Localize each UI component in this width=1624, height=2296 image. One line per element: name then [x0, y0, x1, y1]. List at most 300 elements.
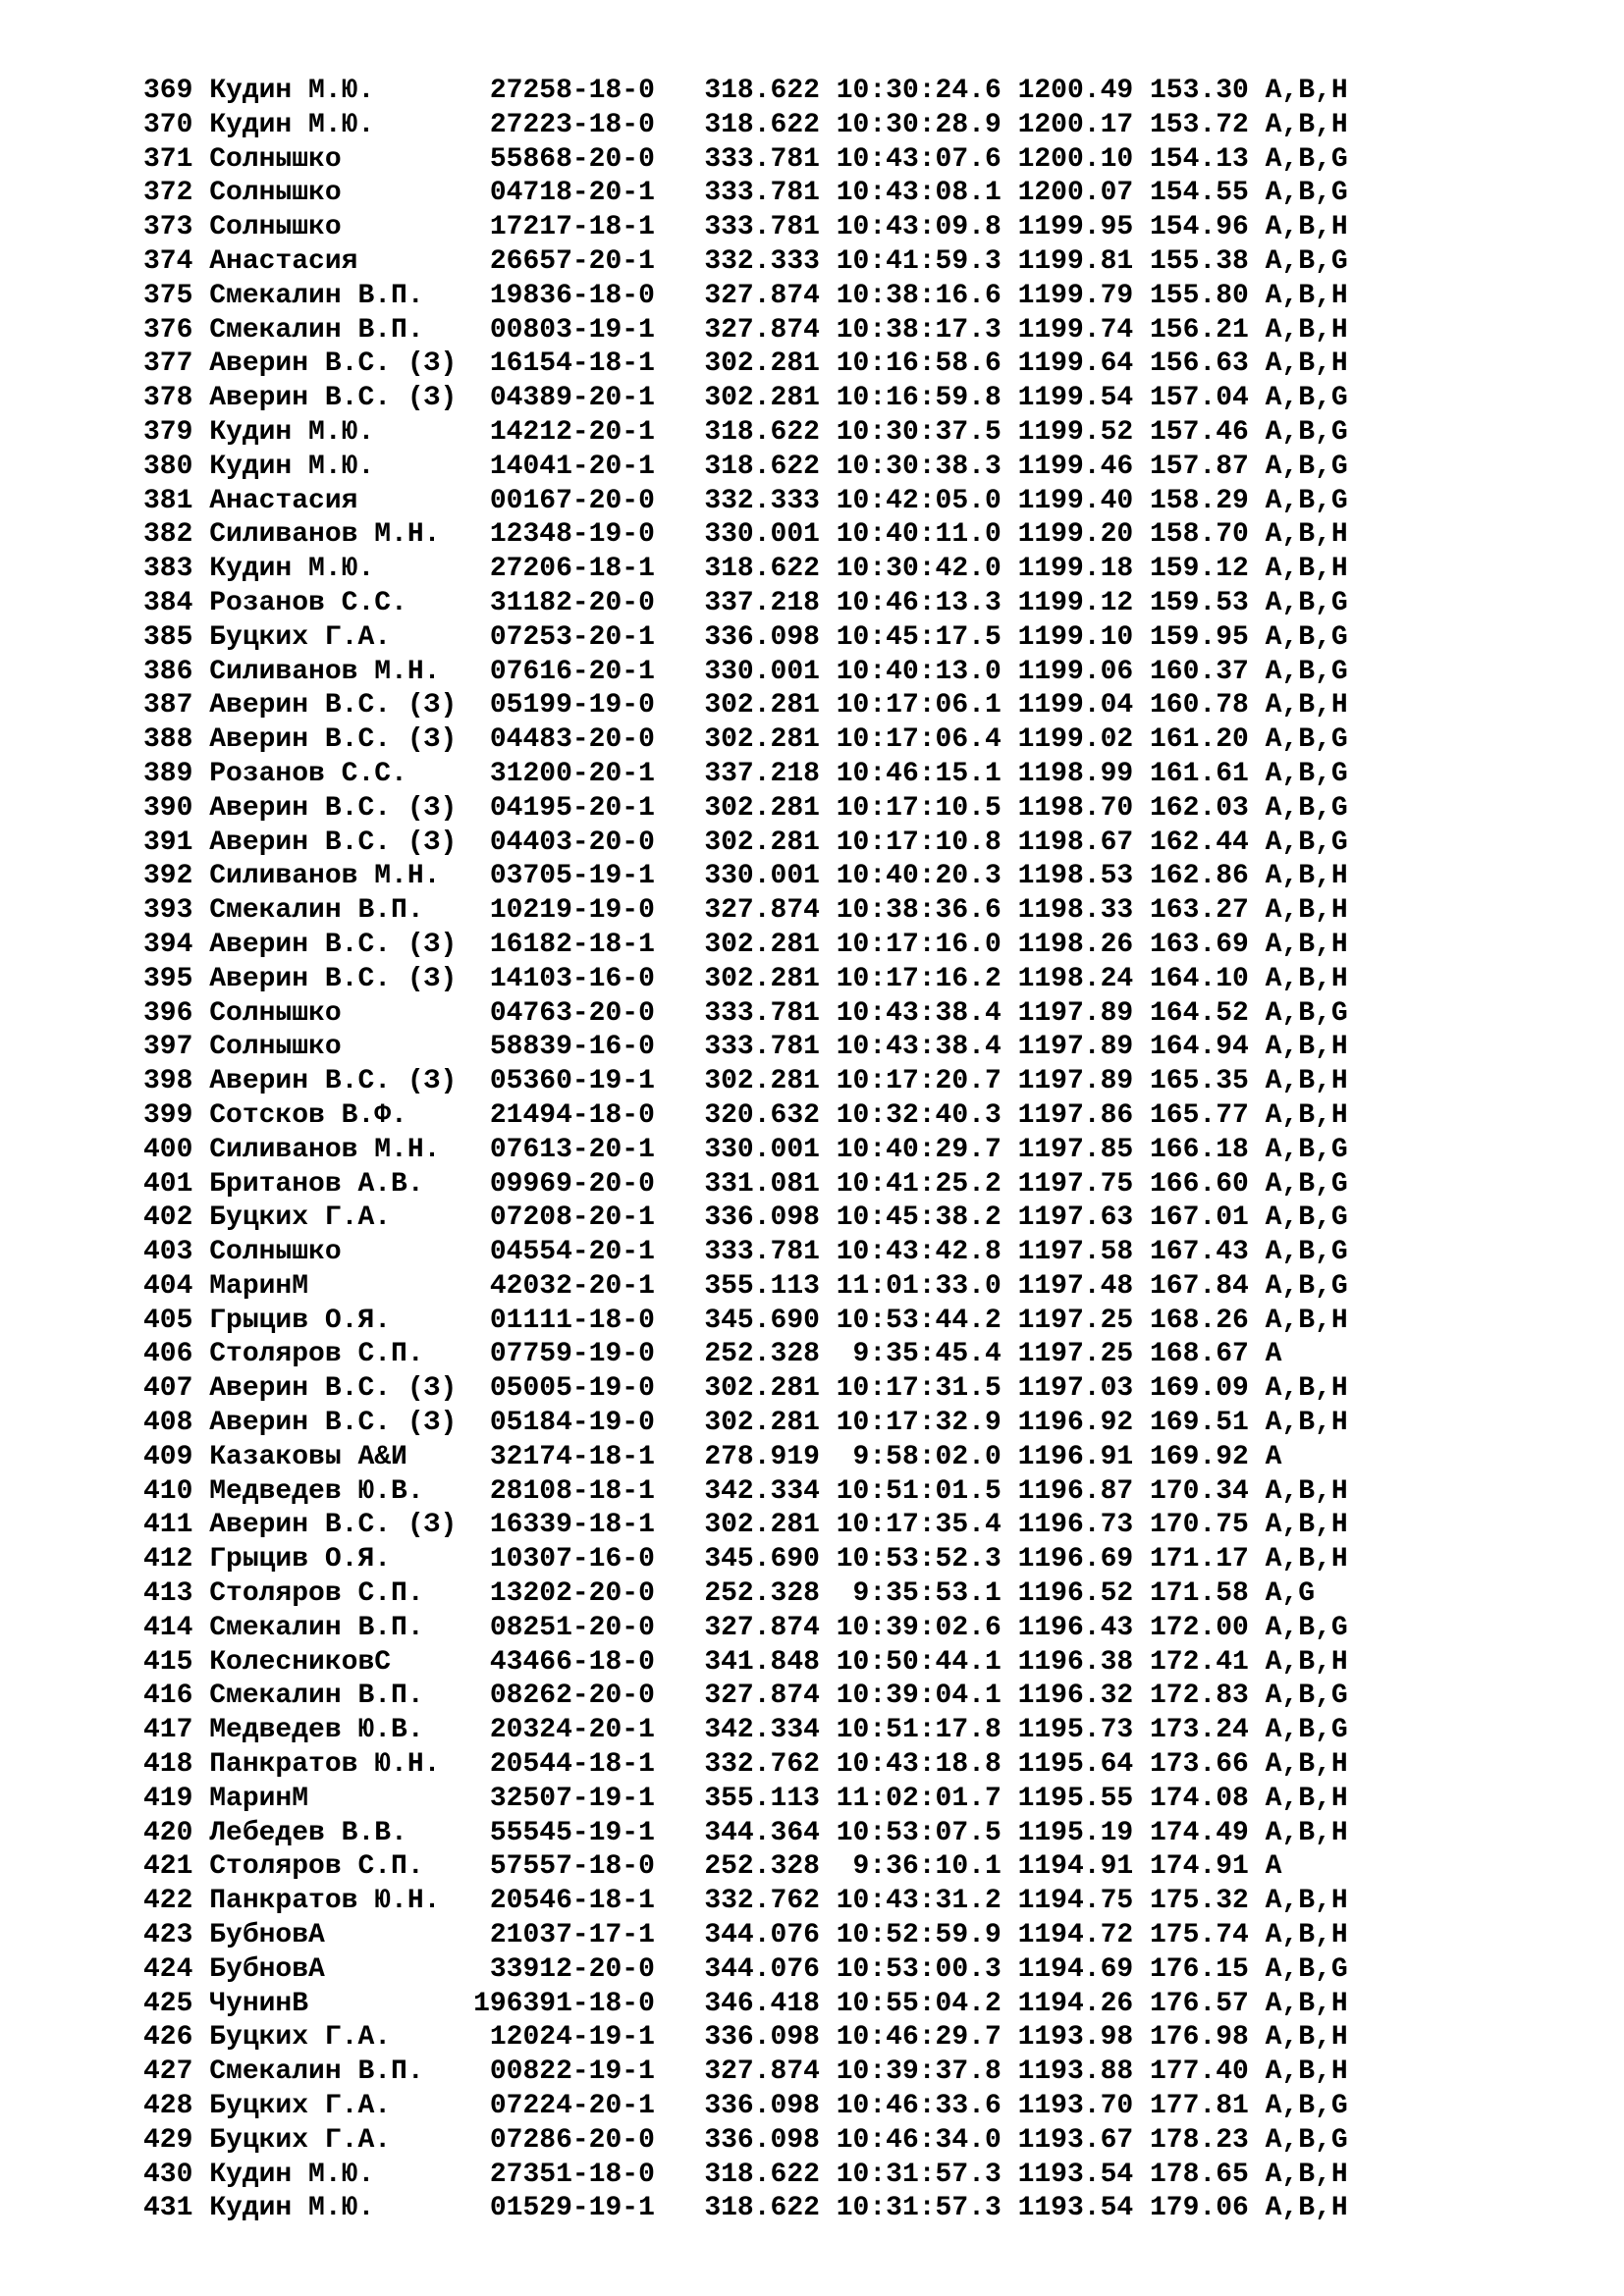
- cell-coef: 161.61: [1150, 758, 1266, 789]
- cell-place: 427: [143, 2056, 210, 2088]
- cell-speed: 1197.63: [1017, 1202, 1150, 1234]
- cell-coef: 176.98: [1150, 2022, 1266, 2054]
- cell-speed: 1200.07: [1017, 178, 1150, 209]
- result-row: [143, 2124, 1348, 2159]
- result-row: [143, 382, 1348, 416]
- cell-coef: 172.41: [1150, 1646, 1266, 1678]
- cell-dist: 302.281: [704, 1066, 837, 1097]
- cell-dist: 330.001: [704, 1134, 837, 1165]
- cell-flags: A,B,H: [1265, 2022, 1348, 2054]
- cell-speed: 1196.43: [1017, 1612, 1150, 1643]
- cell-name: Кудин М.Ю.: [209, 2193, 474, 2224]
- result-row: [143, 211, 1348, 245]
- cell-speed: 1199.40: [1017, 485, 1150, 516]
- cell-flags: A,B,H: [1265, 1099, 1348, 1131]
- cell-name: Лебедев В.В.: [209, 1817, 474, 1848]
- cell-dist: 333.781: [704, 1237, 837, 1268]
- cell-name: Смекалин В.П.: [209, 314, 474, 346]
- cell-speed: 1199.02: [1017, 724, 1150, 756]
- cell-name: Смекалин В.П.: [209, 280, 474, 311]
- cell-time: 10:16:59.8: [836, 383, 1018, 414]
- cell-speed: 1198.26: [1017, 929, 1150, 960]
- cell-speed: 1198.24: [1017, 963, 1150, 994]
- cell-ring: 13202-20-0: [473, 1578, 705, 1610]
- result-row: [143, 451, 1348, 485]
- cell-name: Буцких Г.А.: [209, 621, 474, 653]
- cell-name: Панкратов Ю.Н.: [209, 1749, 474, 1781]
- cell-name: Сотсков В.Ф.: [209, 1099, 474, 1131]
- cell-coef: 154.55: [1150, 178, 1266, 209]
- cell-place: 394: [143, 929, 210, 960]
- cell-name: Кудин М.Ю.: [209, 416, 474, 448]
- cell-speed: 1196.38: [1017, 1646, 1150, 1678]
- cell-place: 390: [143, 792, 210, 824]
- cell-coef: 169.51: [1150, 1408, 1266, 1439]
- cell-ring: 05360-19-1: [473, 1066, 705, 1097]
- cell-dist: 332.762: [704, 1886, 837, 1917]
- cell-dist: 318.622: [704, 2193, 837, 2224]
- cell-name: Солнышко: [209, 178, 474, 209]
- cell-dist: 318.622: [704, 76, 837, 106]
- cell-flags: A,B,H: [1265, 76, 1348, 106]
- cell-place: 399: [143, 1099, 210, 1131]
- cell-place: 418: [143, 1749, 210, 1781]
- cell-coef: 158.70: [1150, 519, 1266, 551]
- cell-place: 429: [143, 2124, 210, 2156]
- cell-place: 395: [143, 963, 210, 994]
- cell-flags: A,B,H: [1265, 895, 1348, 927]
- cell-dist: 330.001: [704, 519, 837, 551]
- result-row: [143, 518, 1348, 553]
- cell-dist: 252.328: [704, 1339, 837, 1370]
- cell-speed: 1199.52: [1017, 416, 1150, 448]
- cell-coef: 174.08: [1150, 1783, 1266, 1814]
- cell-ring: 07616-20-1: [473, 656, 705, 687]
- cell-time: 11:02:01.7: [836, 1783, 1018, 1814]
- cell-coef: 164.94: [1150, 1032, 1266, 1063]
- cell-coef: 175.32: [1150, 1886, 1266, 1917]
- cell-ring: 32174-18-1: [473, 1441, 705, 1472]
- cell-place: 369: [143, 76, 210, 106]
- result-row: [143, 1714, 1348, 1748]
- cell-ring: 31200-20-1: [473, 758, 705, 789]
- cell-dist: 337.218: [704, 758, 837, 789]
- cell-time: 10:51:01.5: [836, 1475, 1018, 1507]
- cell-place: 403: [143, 1237, 210, 1268]
- cell-time: 10:31:57.3: [836, 2159, 1018, 2190]
- cell-ring: 14041-20-1: [473, 451, 705, 482]
- cell-place: 374: [143, 245, 210, 277]
- cell-ring: 12024-19-1: [473, 2022, 705, 2054]
- cell-coef: 160.78: [1150, 690, 1266, 721]
- cell-flags: A,B,G: [1265, 1168, 1348, 1200]
- cell-coef: 168.67: [1150, 1339, 1266, 1370]
- cell-dist: 302.281: [704, 348, 837, 380]
- cell-dist: 336.098: [704, 2022, 837, 2054]
- cell-ring: 07613-20-1: [473, 1134, 705, 1165]
- cell-flags: A,B,G: [1265, 383, 1348, 414]
- cell-place: 373: [143, 212, 210, 243]
- cell-dist: 332.333: [704, 485, 837, 516]
- cell-speed: 1196.52: [1017, 1578, 1150, 1610]
- cell-speed: 1199.10: [1017, 621, 1150, 653]
- cell-time: 10:41:25.2: [836, 1168, 1018, 1200]
- cell-coef: 174.49: [1150, 1817, 1266, 1848]
- cell-time: 10:41:59.3: [836, 245, 1018, 277]
- cell-dist: 302.281: [704, 827, 837, 858]
- cell-flags: A,B,G: [1265, 1953, 1348, 1985]
- cell-time: 10:17:20.7: [836, 1066, 1018, 1097]
- cell-dist: 344.076: [704, 1953, 837, 1985]
- cell-coef: 157.46: [1150, 416, 1266, 448]
- cell-coef: 172.00: [1150, 1612, 1266, 1643]
- cell-coef: 173.24: [1150, 1715, 1266, 1746]
- cell-name: Смекалин В.П.: [209, 2056, 474, 2088]
- results-list: [143, 75, 1348, 2226]
- cell-speed: 1194.69: [1017, 1953, 1150, 1985]
- result-row: [143, 314, 1348, 348]
- cell-ring: 09969-20-0: [473, 1168, 705, 1200]
- cell-time: 10:17:10.8: [836, 827, 1018, 858]
- cell-place: 386: [143, 656, 210, 687]
- cell-name: Силиванов М.Н.: [209, 519, 474, 551]
- cell-coef: 170.34: [1150, 1475, 1266, 1507]
- cell-ring: 05005-19-0: [473, 1373, 705, 1405]
- cell-name: Грыцив О.Я.: [209, 1544, 474, 1575]
- cell-time: 10:30:24.6: [836, 76, 1018, 106]
- cell-time: 10:17:35.4: [836, 1510, 1018, 1541]
- cell-flags: A,B,H: [1265, 1510, 1348, 1541]
- cell-name: Кудин М.Ю.: [209, 2159, 474, 2190]
- cell-time: 10:46:13.3: [836, 587, 1018, 618]
- cell-place: 393: [143, 895, 210, 927]
- cell-coef: 162.44: [1150, 827, 1266, 858]
- cell-name: Аверин В.С. (З): [209, 690, 474, 721]
- result-row: [143, 827, 1348, 861]
- cell-name: Силиванов М.Н.: [209, 656, 474, 687]
- cell-ring: 42032-20-1: [473, 1270, 705, 1302]
- cell-speed: 1199.06: [1017, 656, 1150, 687]
- cell-dist: 252.328: [704, 1578, 837, 1610]
- cell-ring: 04554-20-1: [473, 1237, 705, 1268]
- cell-name: Аверин В.С. (З): [209, 383, 474, 414]
- result-row: [143, 1065, 1348, 1099]
- cell-dist: 302.281: [704, 792, 837, 824]
- cell-time: 10:17:31.5: [836, 1373, 1018, 1405]
- cell-name: Столяров С.П.: [209, 1851, 474, 1883]
- cell-time: 9:35:45.4: [836, 1339, 1018, 1370]
- cell-flags: A,B,H: [1265, 1544, 1348, 1575]
- cell-dist: 327.874: [704, 1612, 837, 1643]
- cell-time: 11:01:33.0: [836, 1270, 1018, 1302]
- cell-time: 10:17:32.9: [836, 1408, 1018, 1439]
- cell-place: 382: [143, 519, 210, 551]
- cell-speed: 1196.91: [1017, 1441, 1150, 1472]
- cell-name: БубновА: [209, 1953, 474, 1985]
- cell-coef: 157.04: [1150, 383, 1266, 414]
- result-row: [143, 2090, 1348, 2124]
- cell-speed: 1197.25: [1017, 1339, 1150, 1370]
- cell-flags: A,B,G: [1265, 1612, 1348, 1643]
- cell-dist: 302.281: [704, 963, 837, 994]
- cell-place: 397: [143, 1032, 210, 1063]
- cell-flags: A,B,H: [1265, 1817, 1348, 1848]
- cell-speed: 1196.69: [1017, 1544, 1150, 1575]
- cell-ring: 04483-20-0: [473, 724, 705, 756]
- cell-place: 380: [143, 451, 210, 482]
- cell-flags: A,B,H: [1265, 963, 1348, 994]
- cell-flags: A: [1265, 1339, 1282, 1370]
- cell-coef: 161.20: [1150, 724, 1266, 756]
- cell-speed: 1200.10: [1017, 143, 1150, 175]
- cell-flags: A,B,G: [1265, 1270, 1348, 1302]
- cell-flags: A,B,G: [1265, 1237, 1348, 1268]
- cell-dist: 302.281: [704, 1373, 837, 1405]
- cell-ring: 01111-18-0: [473, 1305, 705, 1336]
- cell-speed: 1198.33: [1017, 895, 1150, 927]
- cell-speed: 1193.54: [1017, 2159, 1150, 2190]
- cell-flags: A,B,H: [1265, 109, 1348, 140]
- result-row: [143, 1305, 1348, 1339]
- cell-flags: A,G: [1265, 1578, 1316, 1610]
- cell-ring: 04718-20-1: [473, 178, 705, 209]
- result-row: [143, 621, 1348, 656]
- cell-coef: 163.27: [1150, 895, 1266, 927]
- cell-speed: 1197.89: [1017, 1066, 1150, 1097]
- result-row: [143, 723, 1348, 758]
- cell-coef: 159.95: [1150, 621, 1266, 653]
- cell-name: Розанов С.С.: [209, 587, 474, 618]
- result-row: [143, 1783, 1348, 1817]
- cell-name: Солнышко: [209, 1032, 474, 1063]
- cell-ring: 05199-19-0: [473, 690, 705, 721]
- cell-name: Смекалин В.П.: [209, 1612, 474, 1643]
- cell-ring: 27206-18-1: [473, 554, 705, 585]
- cell-ring: 19836-18-0: [473, 280, 705, 311]
- cell-speed: 1194.26: [1017, 1988, 1150, 2019]
- cell-coef: 175.74: [1150, 1920, 1266, 1951]
- cell-place: 375: [143, 280, 210, 311]
- cell-time: 10:40:20.3: [836, 861, 1018, 892]
- cell-place: 378: [143, 383, 210, 414]
- cell-flags: A,B,G: [1265, 997, 1348, 1029]
- cell-speed: 1197.48: [1017, 1270, 1150, 1302]
- cell-flags: A,B,G: [1265, 1134, 1348, 1165]
- cell-coef: 164.52: [1150, 997, 1266, 1029]
- cell-coef: 153.72: [1150, 109, 1266, 140]
- cell-coef: 176.57: [1150, 1988, 1266, 2019]
- cell-dist: 327.874: [704, 1681, 837, 1712]
- cell-flags: A,B,G: [1265, 485, 1348, 516]
- cell-time: 10:46:29.7: [836, 2022, 1018, 2054]
- cell-dist: 327.874: [704, 314, 837, 346]
- cell-name: БубновА: [209, 1920, 474, 1951]
- result-row: [143, 1919, 1348, 1953]
- cell-coef: 178.23: [1150, 2124, 1266, 2156]
- cell-ring: 05184-19-0: [473, 1408, 705, 1439]
- cell-speed: 1193.88: [1017, 2056, 1150, 2088]
- cell-speed: 1199.54: [1017, 383, 1150, 414]
- cell-ring: 55868-20-0: [473, 143, 705, 175]
- cell-ring: 17217-18-1: [473, 212, 705, 243]
- cell-coef: 176.15: [1150, 1953, 1266, 1985]
- cell-flags: A,B,G: [1265, 827, 1348, 858]
- cell-ring: 04403-20-0: [473, 827, 705, 858]
- cell-flags: A,B,H: [1265, 1920, 1348, 1951]
- cell-place: 381: [143, 485, 210, 516]
- cell-coef: 168.26: [1150, 1305, 1266, 1336]
- cell-ring: 07759-19-0: [473, 1339, 705, 1370]
- cell-coef: 173.66: [1150, 1749, 1266, 1781]
- cell-dist: 337.218: [704, 587, 837, 618]
- result-row: [143, 860, 1348, 894]
- cell-time: 10:46:15.1: [836, 758, 1018, 789]
- cell-coef: 155.38: [1150, 245, 1266, 277]
- cell-coef: 165.35: [1150, 1066, 1266, 1097]
- result-row: [143, 109, 1348, 143]
- cell-name: Медведев Ю.В.: [209, 1715, 474, 1746]
- cell-ring: 27351-18-0: [473, 2159, 705, 2190]
- cell-place: 416: [143, 1681, 210, 1712]
- cell-name: Кудин М.Ю.: [209, 76, 474, 106]
- result-row: [143, 792, 1348, 827]
- result-row: [143, 2192, 1348, 2226]
- cell-place: 425: [143, 1988, 210, 2019]
- result-row: [143, 894, 1348, 929]
- cell-place: 392: [143, 861, 210, 892]
- cell-speed: 1193.54: [1017, 2193, 1150, 2224]
- cell-place: 401: [143, 1168, 210, 1200]
- cell-flags: A,B,G: [1265, 656, 1348, 687]
- cell-ring: 03705-19-1: [473, 861, 705, 892]
- cell-ring: 08251-20-0: [473, 1612, 705, 1643]
- cell-dist: 302.281: [704, 383, 837, 414]
- cell-flags: A,B,G: [1265, 587, 1348, 618]
- cell-dist: 333.781: [704, 997, 837, 1029]
- cell-coef: 156.63: [1150, 348, 1266, 380]
- cell-speed: 1197.89: [1017, 1032, 1150, 1063]
- cell-dist: 333.781: [704, 178, 837, 209]
- cell-name: Буцких Г.А.: [209, 2124, 474, 2156]
- result-row: [143, 75, 1348, 109]
- cell-ring: 21494-18-0: [473, 1099, 705, 1131]
- cell-place: 396: [143, 997, 210, 1029]
- cell-coef: 170.75: [1150, 1510, 1266, 1541]
- cell-place: 409: [143, 1441, 210, 1472]
- cell-place: 405: [143, 1305, 210, 1336]
- cell-ring: 04763-20-0: [473, 997, 705, 1029]
- cell-ring: 20546-18-1: [473, 1886, 705, 1917]
- result-row: [143, 1543, 1348, 1577]
- cell-dist: 318.622: [704, 2159, 837, 2190]
- cell-speed: 1196.32: [1017, 1681, 1150, 1712]
- cell-time: 10:45:38.2: [836, 1202, 1018, 1234]
- cell-flags: A,B,H: [1265, 348, 1348, 380]
- cell-dist: 302.281: [704, 1408, 837, 1439]
- cell-flags: A,B,H: [1265, 1783, 1348, 1814]
- cell-coef: 167.84: [1150, 1270, 1266, 1302]
- result-row: [143, 2021, 1348, 2056]
- cell-place: 384: [143, 587, 210, 618]
- cell-name: Кудин М.Ю.: [209, 451, 474, 482]
- cell-place: 430: [143, 2159, 210, 2190]
- cell-speed: 1199.12: [1017, 587, 1150, 618]
- result-row: [143, 1577, 1348, 1612]
- cell-time: 10:43:09.8: [836, 212, 1018, 243]
- cell-flags: A,B,H: [1265, 1988, 1348, 2019]
- cell-dist: 345.690: [704, 1544, 837, 1575]
- cell-dist: 327.874: [704, 280, 837, 311]
- result-row: [143, 656, 1348, 690]
- cell-place: 421: [143, 1851, 210, 1883]
- cell-time: 10:46:33.6: [836, 2091, 1018, 2122]
- cell-speed: 1197.25: [1017, 1305, 1150, 1336]
- cell-place: 391: [143, 827, 210, 858]
- cell-speed: 1198.67: [1017, 827, 1150, 858]
- result-row: [143, 1509, 1348, 1543]
- cell-ring: 57557-18-0: [473, 1851, 705, 1883]
- cell-dist: 344.076: [704, 1920, 837, 1951]
- cell-flags: A,B,G: [1265, 2124, 1348, 2156]
- cell-time: 10:40:29.7: [836, 1134, 1018, 1165]
- cell-time: 10:30:42.0: [836, 554, 1018, 585]
- result-row: [143, 1099, 1348, 1134]
- cell-name: Солнышко: [209, 143, 474, 175]
- cell-coef: 178.65: [1150, 2159, 1266, 2190]
- cell-flags: A,B,G: [1265, 1681, 1348, 1712]
- cell-ring: 58839-16-0: [473, 1032, 705, 1063]
- cell-speed: 1199.95: [1017, 212, 1150, 243]
- cell-speed: 1195.73: [1017, 1715, 1150, 1746]
- result-row: [143, 1236, 1348, 1270]
- cell-name: Кудин М.Ю.: [209, 109, 474, 140]
- cell-speed: 1198.53: [1017, 861, 1150, 892]
- cell-coef: 154.13: [1150, 143, 1266, 175]
- cell-dist: 344.364: [704, 1817, 837, 1848]
- cell-flags: A,B,H: [1265, 212, 1348, 243]
- result-row: [143, 1134, 1348, 1168]
- cell-dist: 320.632: [704, 1099, 837, 1131]
- cell-dist: 336.098: [704, 2124, 837, 2156]
- cell-speed: 1197.75: [1017, 1168, 1150, 1200]
- cell-speed: 1195.19: [1017, 1817, 1150, 1848]
- cell-speed: 1196.92: [1017, 1408, 1150, 1439]
- cell-dist: 355.113: [704, 1783, 837, 1814]
- cell-time: 10:43:38.4: [836, 997, 1018, 1029]
- result-row: [143, 587, 1348, 621]
- cell-flags: A,B,G: [1265, 758, 1348, 789]
- result-row: [143, 1441, 1348, 1475]
- cell-dist: 332.762: [704, 1749, 837, 1781]
- cell-name: Столяров С.П.: [209, 1339, 474, 1370]
- cell-ring: 21037-17-1: [473, 1920, 705, 1951]
- cell-coef: 160.37: [1150, 656, 1266, 687]
- cell-flags: A,B,G: [1265, 245, 1348, 277]
- cell-flags: A,B,G: [1265, 2091, 1348, 2122]
- cell-dist: 302.281: [704, 690, 837, 721]
- cell-time: 9:35:53.1: [836, 1578, 1018, 1610]
- cell-time: 10:30:37.5: [836, 416, 1018, 448]
- cell-time: 10:39:02.6: [836, 1612, 1018, 1643]
- cell-time: 10:30:28.9: [836, 109, 1018, 140]
- cell-speed: 1199.81: [1017, 245, 1150, 277]
- cell-time: 10:38:36.6: [836, 895, 1018, 927]
- cell-ring: 16154-18-1: [473, 348, 705, 380]
- cell-place: 371: [143, 143, 210, 175]
- cell-dist: 318.622: [704, 451, 837, 482]
- result-row: [143, 416, 1348, 451]
- cell-dist: 355.113: [704, 1270, 837, 1302]
